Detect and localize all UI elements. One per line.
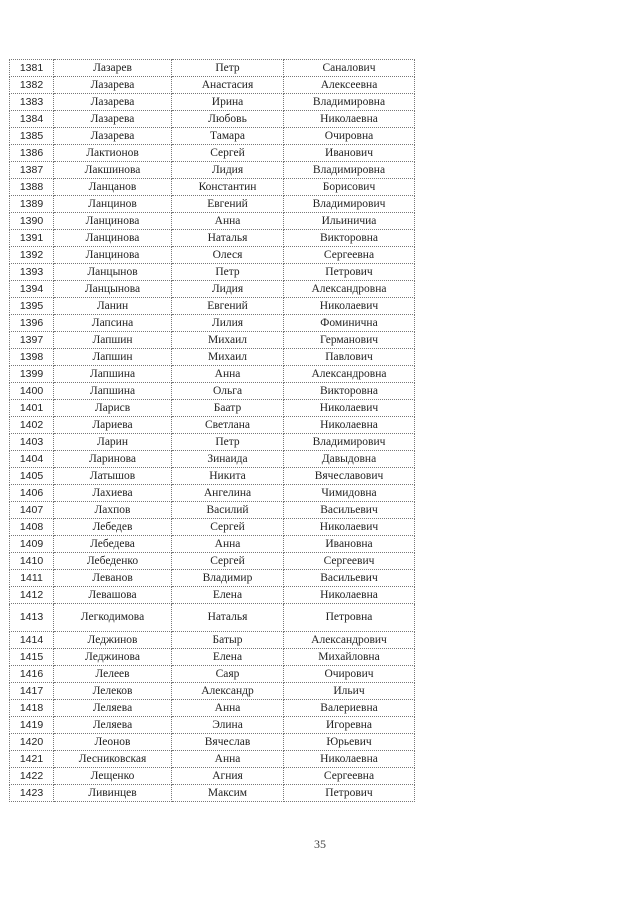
table-row [10, 196, 415, 213]
surname-cell: Легкодимова [54, 604, 172, 632]
first-name-cell: Саяр [172, 666, 284, 683]
table-row [10, 434, 415, 451]
table-row [10, 570, 415, 587]
patronymic-cell: Валериевна [284, 700, 415, 717]
page-number: 35 [314, 837, 326, 851]
first-name-cell: Анастасия [172, 77, 284, 94]
first-name-cell: Лилия [172, 315, 284, 332]
patronymic-cell: Ильич [284, 683, 415, 700]
first-name-cell: Зинаида [172, 451, 284, 468]
surname-cell: Ланцанов [54, 179, 172, 196]
table-row [10, 553, 415, 570]
row-number-cell: 1382 [10, 77, 54, 94]
first-name-cell: Наталья [172, 230, 284, 247]
surname-cell: Лакшинова [54, 162, 172, 179]
table-row [10, 145, 415, 162]
row-number-cell: 1396 [10, 315, 54, 332]
patronymic-cell: Николаевич [284, 298, 415, 315]
first-name-cell: Петр [172, 60, 284, 77]
first-name-cell: Елена [172, 649, 284, 666]
row-number-cell: 1393 [10, 264, 54, 281]
surname-cell: Леджинова [54, 649, 172, 666]
row-number-cell: 1415 [10, 649, 54, 666]
surname-cell: Лапшин [54, 349, 172, 366]
row-number-cell: 1384 [10, 111, 54, 128]
surname-cell: Ливинцев [54, 785, 172, 802]
table-row [10, 717, 415, 734]
row-number-cell: 1388 [10, 179, 54, 196]
surname-cell: Лапшин [54, 332, 172, 349]
first-name-cell: Евгений [172, 196, 284, 213]
first-name-cell: Вячеслав [172, 734, 284, 751]
patronymic-cell: Очировна [284, 128, 415, 145]
table-row [10, 128, 415, 145]
patronymic-cell: Борисович [284, 179, 415, 196]
table-row [10, 649, 415, 666]
surname-cell: Ларисв [54, 400, 172, 417]
table-row [10, 213, 415, 230]
table-row [10, 111, 415, 128]
surname-cell: Леляева [54, 700, 172, 717]
patronymic-cell: Александровна [284, 366, 415, 383]
surname-cell: Лазарева [54, 94, 172, 111]
surname-cell: Ланцынов [54, 264, 172, 281]
first-name-cell: Владимир [172, 570, 284, 587]
row-number-cell: 1387 [10, 162, 54, 179]
first-name-cell: Александр [172, 683, 284, 700]
row-number-cell: 1405 [10, 468, 54, 485]
surname-cell: Лазарева [54, 111, 172, 128]
row-number-cell: 1420 [10, 734, 54, 751]
surname-cell: Латышов [54, 468, 172, 485]
table-row [10, 502, 415, 519]
patronymic-cell: Вячеславович [284, 468, 415, 485]
surname-cell: Лебедев [54, 519, 172, 536]
patronymic-cell: Германович [284, 332, 415, 349]
table-row [10, 230, 415, 247]
first-name-cell: Агния [172, 768, 284, 785]
first-name-cell: Баатр [172, 400, 284, 417]
row-number-cell: 1414 [10, 632, 54, 649]
surname-cell: Ланцинова [54, 213, 172, 230]
surname-cell: Ланин [54, 298, 172, 315]
table-row [10, 751, 415, 768]
patronymic-cell: Васильевич [284, 502, 415, 519]
row-number-cell: 1401 [10, 400, 54, 417]
row-number-cell: 1409 [10, 536, 54, 553]
first-name-cell: Наталья [172, 604, 284, 632]
table-row [10, 400, 415, 417]
patronymic-cell: Фоминична [284, 315, 415, 332]
surname-cell: Лелеев [54, 666, 172, 683]
surname-cell: Лапшина [54, 366, 172, 383]
row-number-cell: 1416 [10, 666, 54, 683]
surname-cell: Ланцинова [54, 247, 172, 264]
table-row [10, 700, 415, 717]
patronymic-cell: Ивановна [284, 536, 415, 553]
patronymic-cell: Александрович [284, 632, 415, 649]
table-row [10, 734, 415, 751]
table-row [10, 247, 415, 264]
table-row [10, 60, 415, 77]
patronymic-cell: Владимировна [284, 162, 415, 179]
table-row [10, 417, 415, 434]
first-name-cell: Анна [172, 751, 284, 768]
patronymic-cell: Сергеевна [284, 247, 415, 264]
surname-cell: Ланцынова [54, 281, 172, 298]
row-number-cell: 1385 [10, 128, 54, 145]
row-number-cell: 1411 [10, 570, 54, 587]
patronymic-cell: Викторовна [284, 230, 415, 247]
patronymic-cell: Владимирович [284, 196, 415, 213]
surname-cell: Лапшина [54, 383, 172, 400]
patronymic-cell: Владимировна [284, 94, 415, 111]
row-number-cell: 1417 [10, 683, 54, 700]
first-name-cell: Петр [172, 264, 284, 281]
table-row [10, 349, 415, 366]
patronymic-cell: Юрьевич [284, 734, 415, 751]
patronymic-cell: Николаевич [284, 400, 415, 417]
table-row [10, 451, 415, 468]
first-name-cell: Михаил [172, 349, 284, 366]
patronymic-cell: Владимирович [284, 434, 415, 451]
patronymic-cell: Александровна [284, 281, 415, 298]
table-row [10, 77, 415, 94]
surname-cell: Лапсина [54, 315, 172, 332]
table-row [10, 468, 415, 485]
first-name-cell: Элина [172, 717, 284, 734]
row-number-cell: 1404 [10, 451, 54, 468]
row-number-cell: 1400 [10, 383, 54, 400]
table-row [10, 604, 415, 632]
patronymic-cell: Павлович [284, 349, 415, 366]
row-number-cell: 1418 [10, 700, 54, 717]
first-name-cell: Ангелина [172, 485, 284, 502]
row-number-cell: 1383 [10, 94, 54, 111]
first-name-cell: Сергей [172, 145, 284, 162]
surname-cell: Леджинов [54, 632, 172, 649]
patronymic-cell: Николаевна [284, 111, 415, 128]
first-name-cell: Ирина [172, 94, 284, 111]
row-number-cell: 1403 [10, 434, 54, 451]
surname-cell: Ларин [54, 434, 172, 451]
row-number-cell: 1392 [10, 247, 54, 264]
name-list-table [9, 59, 415, 802]
patronymic-cell: Сергеевна [284, 768, 415, 785]
table-row [10, 768, 415, 785]
surname-cell: Левашова [54, 587, 172, 604]
first-name-cell: Елена [172, 587, 284, 604]
patronymic-cell: Алексеевна [284, 77, 415, 94]
surname-cell: Ланцинова [54, 230, 172, 247]
row-number-cell: 1390 [10, 213, 54, 230]
first-name-cell: Лидия [172, 162, 284, 179]
patronymic-cell: Игоревна [284, 717, 415, 734]
first-name-cell: Любовь [172, 111, 284, 128]
surname-cell: Ланцинов [54, 196, 172, 213]
patronymic-cell: Чимидовна [284, 485, 415, 502]
table-row [10, 485, 415, 502]
patronymic-cell: Давыдовна [284, 451, 415, 468]
row-number-cell: 1410 [10, 553, 54, 570]
patronymic-cell: Сергеевич [284, 553, 415, 570]
table-row [10, 632, 415, 649]
patronymic-cell: Петрович [284, 785, 415, 802]
first-name-cell: Сергей [172, 519, 284, 536]
row-number-cell: 1419 [10, 717, 54, 734]
table-row [10, 366, 415, 383]
surname-cell: Лебедева [54, 536, 172, 553]
surname-cell: Лазарев [54, 60, 172, 77]
first-name-cell: Петр [172, 434, 284, 451]
row-number-cell: 1408 [10, 519, 54, 536]
first-name-cell: Ольга [172, 383, 284, 400]
surname-cell: Лазарева [54, 77, 172, 94]
patronymic-cell: Михайловна [284, 649, 415, 666]
table-row [10, 666, 415, 683]
first-name-cell: Михаил [172, 332, 284, 349]
patronymic-cell: Николаевна [284, 751, 415, 768]
patronymic-cell: Николаевна [284, 587, 415, 604]
row-number-cell: 1421 [10, 751, 54, 768]
patronymic-cell: Петровна [284, 604, 415, 632]
table-row [10, 281, 415, 298]
table-row [10, 519, 415, 536]
table-row [10, 587, 415, 604]
first-name-cell: Анна [172, 213, 284, 230]
first-name-cell: Батыр [172, 632, 284, 649]
patronymic-cell: Очирович [284, 666, 415, 683]
row-number-cell: 1413 [10, 604, 54, 632]
table-row [10, 383, 415, 400]
row-number-cell: 1381 [10, 60, 54, 77]
table-row [10, 162, 415, 179]
row-number-cell: 1389 [10, 196, 54, 213]
patronymic-cell: Ильиничиа [284, 213, 415, 230]
row-number-cell: 1412 [10, 587, 54, 604]
row-number-cell: 1423 [10, 785, 54, 802]
row-number-cell: 1406 [10, 485, 54, 502]
table-row [10, 785, 415, 802]
surname-cell: Леляева [54, 717, 172, 734]
table-row [10, 264, 415, 281]
patronymic-cell: Николаевна [284, 417, 415, 434]
row-number-cell: 1386 [10, 145, 54, 162]
row-number-cell: 1422 [10, 768, 54, 785]
surname-cell: Лещенко [54, 768, 172, 785]
surname-cell: Лахиева [54, 485, 172, 502]
first-name-cell: Олеся [172, 247, 284, 264]
surname-cell: Леванов [54, 570, 172, 587]
first-name-cell: Евгений [172, 298, 284, 315]
first-name-cell: Константин [172, 179, 284, 196]
row-number-cell: 1398 [10, 349, 54, 366]
first-name-cell: Никита [172, 468, 284, 485]
table-row [10, 332, 415, 349]
table-row [10, 179, 415, 196]
patronymic-cell: Саналович [284, 60, 415, 77]
patronymic-cell: Николаевич [284, 519, 415, 536]
first-name-cell: Сергей [172, 553, 284, 570]
row-number-cell: 1395 [10, 298, 54, 315]
patronymic-cell: Викторовна [284, 383, 415, 400]
first-name-cell: Лидия [172, 281, 284, 298]
patronymic-cell: Васильевич [284, 570, 415, 587]
first-name-cell: Максим [172, 785, 284, 802]
row-number-cell: 1399 [10, 366, 54, 383]
row-number-cell: 1391 [10, 230, 54, 247]
surname-cell: Ларинова [54, 451, 172, 468]
first-name-cell: Светлана [172, 417, 284, 434]
table-body [10, 60, 415, 802]
row-number-cell: 1397 [10, 332, 54, 349]
table-row [10, 94, 415, 111]
first-name-cell: Тамара [172, 128, 284, 145]
surname-cell: Лазарева [54, 128, 172, 145]
patronymic-cell: Петрович [284, 264, 415, 281]
surname-cell: Лебеденко [54, 553, 172, 570]
table-row [10, 536, 415, 553]
row-number-cell: 1402 [10, 417, 54, 434]
surname-cell: Лактионов [54, 145, 172, 162]
surname-cell: Лариева [54, 417, 172, 434]
row-number-cell: 1394 [10, 281, 54, 298]
surname-cell: Лелеков [54, 683, 172, 700]
surname-cell: Лахпов [54, 502, 172, 519]
table-row [10, 298, 415, 315]
surname-cell: Леонов [54, 734, 172, 751]
first-name-cell: Василий [172, 502, 284, 519]
row-number-cell: 1407 [10, 502, 54, 519]
first-name-cell: Анна [172, 366, 284, 383]
table-row [10, 315, 415, 332]
first-name-cell: Анна [172, 700, 284, 717]
table-row [10, 683, 415, 700]
surname-cell: Лесниковская [54, 751, 172, 768]
first-name-cell: Анна [172, 536, 284, 553]
patronymic-cell: Иванович [284, 145, 415, 162]
